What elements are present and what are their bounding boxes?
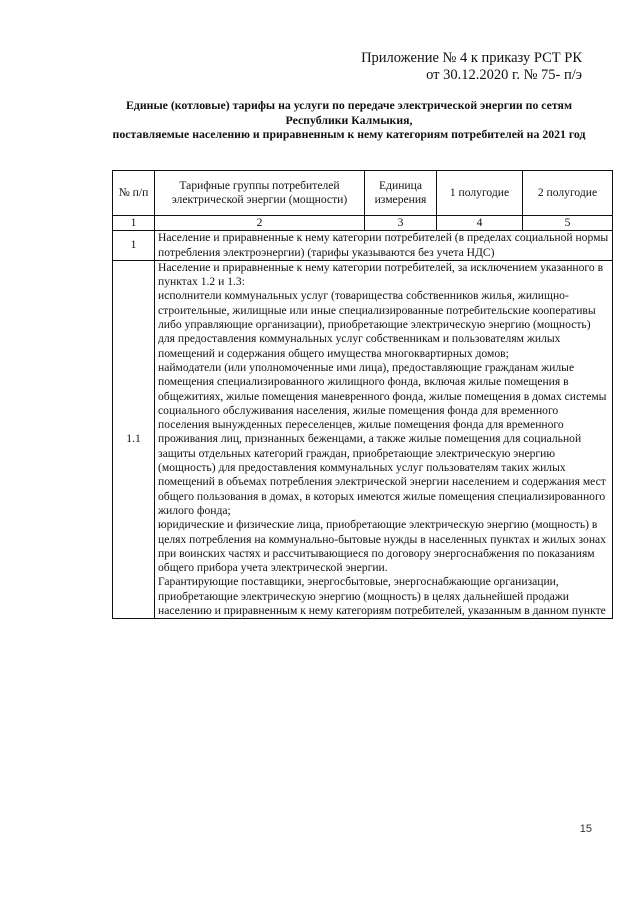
row-description	[155, 231, 613, 261]
appendix-line-1: Приложение № 4 к приказу РСТ РК	[361, 50, 582, 66]
header-unit: Единица измерения	[365, 171, 437, 216]
row-number: 1	[113, 231, 155, 261]
column-number: 4	[437, 216, 523, 231]
row-paragraph: Население и приравненные к нему категории потребителей, за исключением указанного в пунктах 1.2 и 1.3:	[158, 260, 604, 289]
row-paragraph: Население и приравненные к нему категории потребителей (в пределах социальной нормы потребления электроэнергии) (тарифы указываются без учета НДС)	[158, 231, 609, 259]
column-number: 5	[523, 216, 613, 231]
header-first-half: 1 полугодие	[437, 171, 523, 216]
row-paragraph: наймодатели (или уполномоченные ими лица), предоставляющие гражданам жилые помещения специализированного жилищного фонда, включая жилые помещения в общежитиях, жилые помещения маневренного фонда, жилые помещения в домах системы социального обслуживания населения, жилые помещения фонда для временного поселения вынужденных переселенцев, жилые помещения фонда для временного проживания лиц, признанных беженцами, а также жилые помещения для социальной защиты отдельных категорий граждан, приобретающие электрическую энергию (мощность) для предоставления коммунальных услуг пользователям таких жилых помещений в объемах потребления электрической энергии населением и содержания мест общего пользования в домах, в которых имеются жилые помещения специализированного жилого фонда;	[158, 360, 607, 517]
column-number: 3	[365, 216, 437, 231]
column-numbers-row	[113, 216, 613, 231]
row-paragraph: юридические и физические лица, приобретающие электрическую энергию (мощность) в целях потребления на коммунально-бытовые нужды в населенных пунктах и жилых зонах при воинских частях и рассчитывающиеся по договору энергоснабжения по показаниям общего прибора учета электрической энергии.	[158, 518, 606, 575]
title-line-1: Единые (котловые) тарифы на услуги по передаче электрической энергии по сетям Республики Калмыкия,	[126, 98, 572, 127]
table-row	[113, 231, 613, 261]
header-second-half: 2 полугодие	[523, 171, 613, 216]
tariff-table	[112, 170, 613, 619]
appendix-line-2: от 30.12.2020 г. № 75- п/э	[426, 67, 582, 83]
header-tariff-groups: Тарифные группы потребителей электрической энергии (мощности)	[155, 171, 365, 216]
appendix-header	[361, 50, 582, 84]
page-number: 15	[579, 823, 592, 835]
row-paragraph: Гарантирующие поставщики, энергосбытовые, энергоснабжающие организации, приобретающие электрическую энергию (мощность) в целях дальнейшей продажи населению и приравненным к нему категориям потребителей, указанным в данном пункте	[158, 575, 606, 618]
column-number: 1	[113, 216, 155, 231]
column-number: 2	[155, 216, 365, 231]
header-number: № п/п	[113, 171, 155, 216]
document-title	[100, 98, 598, 142]
table-header-row	[113, 171, 613, 216]
row-paragraph: исполнители коммунальных услуг (товарищества собственников жилья, жилищно-строительные, жилищные или иные специализированные потребительские кооперативы либо управляющие организации), приобретающие электрическую энергию (мощность) для предоставления коммунальных услуг собственникам и пользователям жилых помещений и содержания общего имущества многоквартирных домов;	[158, 289, 596, 360]
row-number: 1.1	[113, 260, 155, 618]
row-description	[155, 260, 613, 618]
table-row	[113, 260, 613, 618]
title-line-2: поставляемые населению и приравненным к нему категориям потребителей на 2021 год	[112, 127, 586, 141]
